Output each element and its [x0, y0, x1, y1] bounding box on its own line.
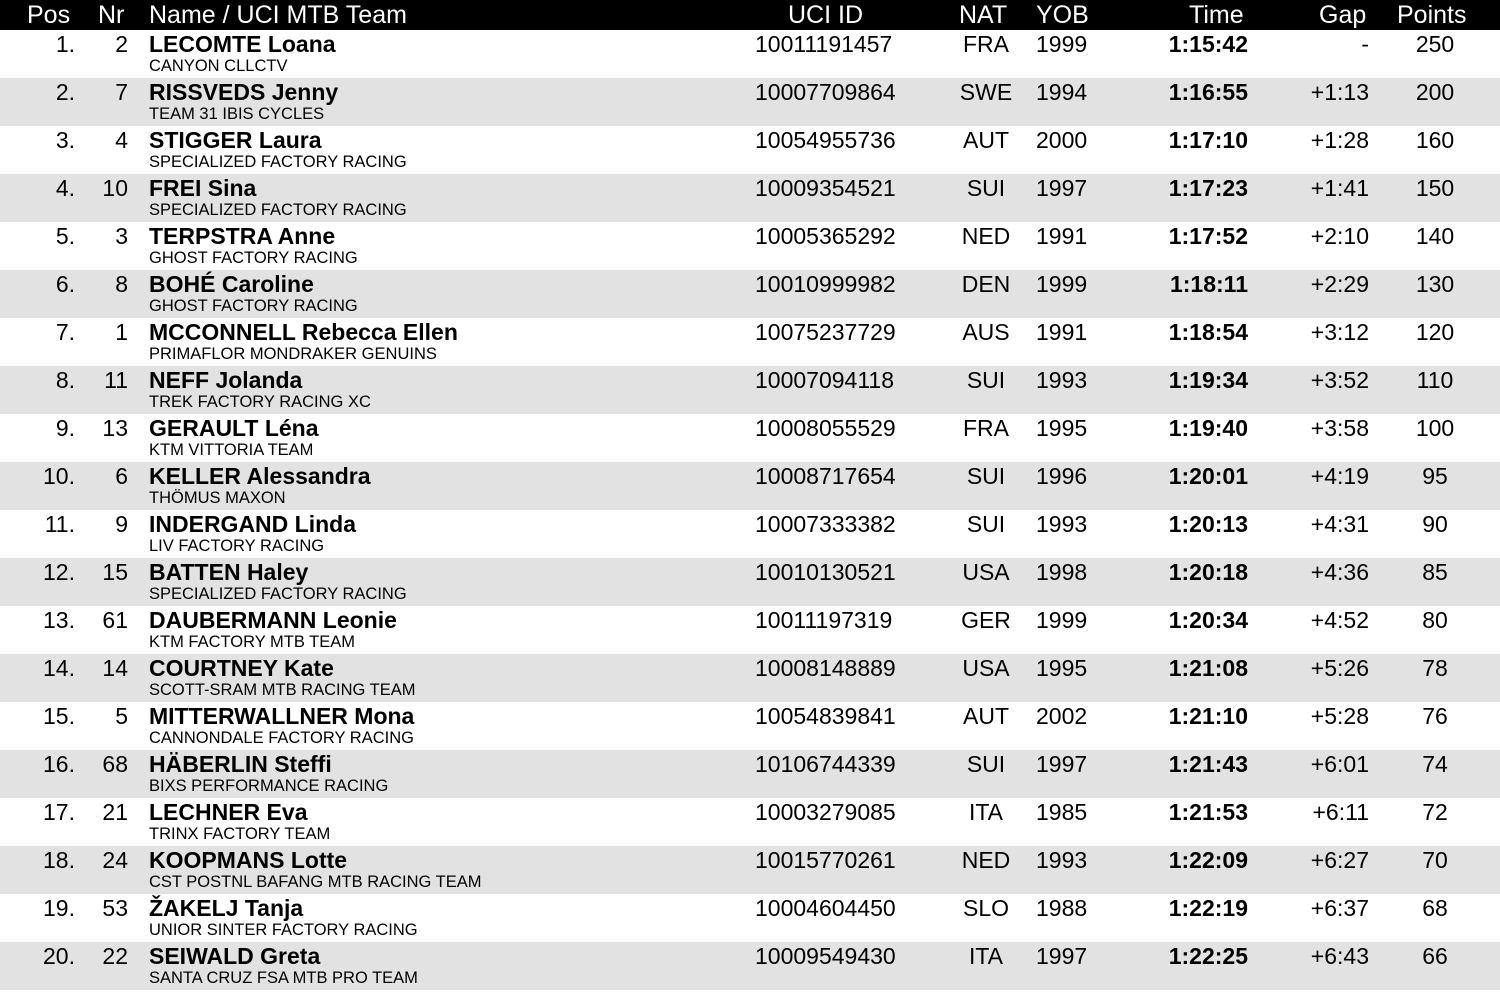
gap-cell: +6:11 — [1312, 799, 1369, 825]
table-row — [0, 414, 1500, 462]
gap-cell: +3:52 — [1310, 367, 1369, 393]
uci-id-cell: 10009549430 — [755, 943, 896, 969]
nation-cell: USA — [962, 559, 1010, 585]
table-header — [0, 0, 1500, 30]
rider-name: KOOPMANS Lotte — [149, 847, 348, 873]
year-of-birth-cell: 1997 — [1036, 175, 1088, 201]
rider-name: LECHNER Eva — [149, 799, 308, 825]
table-row — [0, 702, 1500, 750]
bib-number-cell: 5 — [115, 703, 128, 729]
rider-name: TERPSTRA Anne — [149, 223, 336, 249]
year-of-birth-cell: 1995 — [1036, 415, 1088, 441]
nation-cell: NED — [961, 847, 1011, 873]
year-of-birth-cell: 2000 — [1036, 127, 1088, 153]
table-row — [0, 846, 1500, 894]
team-name: UNIOR SINTER FACTORY RACING — [149, 921, 418, 939]
points-cell: 110 — [1416, 367, 1454, 393]
position-cell: 19. — [43, 895, 75, 921]
points-cell: 250 — [1415, 31, 1455, 57]
bib-number-cell: 24 — [102, 847, 128, 873]
nation-cell: FRA — [963, 415, 1009, 441]
year-of-birth-cell: 1985 — [1036, 799, 1088, 825]
gap-cell: +6:01 — [1310, 751, 1369, 777]
table-row — [0, 366, 1500, 414]
rider-name: MCCONNELL Rebecca Ellen — [149, 319, 458, 345]
time-cell: 1:20:18 — [1168, 559, 1248, 585]
points-cell: 70 — [1422, 847, 1448, 873]
rider-name: INDERGAND Linda — [149, 511, 356, 537]
rider-name: GERAULT Léna — [149, 415, 319, 441]
points-cell: 78 — [1422, 655, 1448, 681]
gap-cell: +4:52 — [1310, 607, 1369, 633]
year-of-birth-cell: 1988 — [1036, 895, 1088, 921]
position-cell: 5. — [55, 223, 75, 249]
uci-id-cell: 10009354521 — [755, 175, 896, 201]
nation-cell: SLO — [962, 895, 1010, 921]
table-row — [0, 606, 1500, 654]
uci-id-cell: 10003279085 — [755, 799, 896, 825]
uci-id-cell: 10010130521 — [755, 559, 896, 585]
bib-number-cell: 21 — [102, 799, 128, 825]
time-cell: 1:19:40 — [1168, 415, 1248, 441]
points-cell: 120 — [1415, 319, 1455, 345]
uci-id-cell: 10004604450 — [755, 895, 896, 921]
table-row — [0, 318, 1500, 366]
bib-number-cell: 2 — [115, 31, 128, 57]
position-cell: 6. — [55, 271, 75, 297]
rider-name: NEFF Jolanda — [149, 367, 303, 393]
team-name: GHOST FACTORY RACING — [149, 249, 358, 267]
rider-name: ŽAKELJ Tanja — [149, 895, 304, 921]
team-name: SPECIALIZED FACTORY RACING — [149, 585, 407, 603]
time-cell: 1:17:23 — [1168, 175, 1248, 201]
uci-id-cell: 10007094118 — [755, 367, 894, 393]
position-cell: 7. — [55, 319, 75, 345]
position-cell: 10. — [43, 463, 75, 489]
team-name: SCOTT-SRAM MTB RACING TEAM — [149, 681, 416, 699]
bib-number-cell: 3 — [115, 223, 128, 249]
team-name: TRINX FACTORY TEAM — [149, 825, 331, 843]
header-nat: NAT — [959, 1, 1008, 29]
gap-cell: +3:58 — [1310, 415, 1369, 441]
time-cell: 1:16:55 — [1168, 79, 1248, 105]
time-cell: 1:19:34 — [1168, 367, 1248, 393]
header-uci-id: UCI ID — [788, 1, 863, 29]
bib-number-cell: 9 — [115, 511, 128, 537]
uci-id-cell: 10054955736 — [755, 127, 896, 153]
nation-cell: USA — [962, 655, 1010, 681]
team-name: CANYON CLLCTV — [149, 57, 288, 75]
year-of-birth-cell: 1993 — [1036, 367, 1088, 393]
points-cell: 150 — [1415, 175, 1455, 201]
uci-id-cell: 10010999982 — [755, 271, 896, 297]
uci-id-cell: 10075237729 — [755, 319, 896, 345]
points-cell: 100 — [1415, 415, 1455, 441]
bib-number-cell: 13 — [102, 415, 128, 441]
year-of-birth-cell: 2002 — [1036, 703, 1088, 729]
team-name: CST POSTNL BAFANG MTB RACING TEAM — [149, 873, 482, 891]
nation-cell: AUT — [963, 703, 1009, 729]
year-of-birth-cell: 1999 — [1036, 271, 1088, 297]
gap-cell: +4:36 — [1310, 559, 1369, 585]
nation-cell: ITA — [968, 943, 1004, 969]
gap-cell: +6:37 — [1310, 895, 1369, 921]
rider-name: STIGGER Laura — [149, 127, 322, 153]
header-nr: Nr — [98, 1, 125, 29]
header-gap: Gap — [1319, 1, 1367, 29]
uci-id-cell: 10011197319 — [755, 607, 893, 633]
bib-number-cell: 1 — [115, 319, 128, 345]
time-cell: 1:20:01 — [1168, 463, 1248, 489]
rider-name: HÄBERLIN Steffi — [149, 751, 332, 777]
table-row — [0, 798, 1500, 846]
rider-name: COURTNEY Kate — [149, 655, 334, 681]
rider-name: MITTERWALLNER Mona — [149, 703, 415, 729]
team-name: TEAM 31 IBIS CYCLES — [149, 105, 325, 123]
year-of-birth-cell: 1997 — [1036, 751, 1088, 777]
position-cell: 4. — [55, 175, 75, 201]
team-name: CANNONDALE FACTORY RACING — [149, 729, 414, 747]
bib-number-cell: 10 — [102, 175, 128, 201]
position-cell: 14. — [43, 655, 75, 681]
time-cell: 1:22:09 — [1168, 847, 1248, 873]
gap-cell: +6:27 — [1310, 847, 1369, 873]
position-cell: 1. — [55, 31, 75, 57]
bib-number-cell: 14 — [102, 655, 128, 681]
year-of-birth-cell: 1994 — [1036, 79, 1088, 105]
position-cell: 18. — [43, 847, 75, 873]
team-name: TREK FACTORY RACING XC — [149, 393, 371, 411]
uci-id-cell: 10054839841 — [755, 703, 896, 729]
rider-name: SEIWALD Greta — [149, 943, 321, 969]
table-row — [0, 30, 1500, 78]
position-cell: 16. — [43, 751, 75, 777]
uci-id-cell: 10005365292 — [755, 223, 896, 249]
bib-number-cell: 53 — [102, 895, 128, 921]
gap-cell: +1:41 — [1310, 175, 1369, 201]
nation-cell: FRA — [963, 31, 1009, 57]
table-row — [0, 462, 1500, 510]
table-row — [0, 126, 1500, 174]
points-cell: 95 — [1422, 463, 1448, 489]
year-of-birth-cell: 1993 — [1036, 511, 1088, 537]
gap-cell: +4:19 — [1310, 463, 1369, 489]
position-cell: 11. — [44, 511, 75, 537]
gap-cell: +4:31 — [1310, 511, 1369, 537]
team-name: KTM FACTORY MTB TEAM — [149, 633, 355, 651]
nation-cell: GER — [961, 607, 1011, 633]
table-row — [0, 510, 1500, 558]
time-cell: 1:20:34 — [1168, 607, 1248, 633]
position-cell: 20. — [43, 943, 75, 969]
table-row — [0, 174, 1500, 222]
time-cell: 1:18:11 — [1169, 271, 1248, 297]
team-name: BIXS PERFORMANCE RACING — [149, 777, 389, 795]
year-of-birth-cell: 1996 — [1036, 463, 1088, 489]
table-row — [0, 894, 1500, 942]
nation-cell: SUI — [966, 367, 1006, 393]
table-row — [0, 750, 1500, 798]
time-cell: 1:18:54 — [1168, 319, 1248, 345]
time-cell: 1:21:08 — [1168, 655, 1248, 681]
points-cell: 160 — [1415, 127, 1455, 153]
bib-number-cell: 68 — [102, 751, 128, 777]
time-cell: 1:22:19 — [1168, 895, 1248, 921]
table-row — [0, 78, 1500, 126]
gap-cell: - — [1361, 31, 1369, 57]
gap-cell: +5:26 — [1310, 655, 1369, 681]
nation-cell: AUT — [963, 127, 1009, 153]
rider-name: BOHÉ Caroline — [149, 271, 314, 297]
bib-number-cell: 6 — [115, 463, 128, 489]
uci-id-cell: 10106744339 — [755, 751, 896, 777]
position-cell: 9. — [55, 415, 75, 441]
position-cell: 17. — [43, 799, 75, 825]
nation-cell: NED — [961, 223, 1011, 249]
time-cell: 1:20:13 — [1168, 511, 1248, 537]
gap-cell: +1:28 — [1310, 127, 1369, 153]
year-of-birth-cell: 1995 — [1036, 655, 1088, 681]
bib-number-cell: 15 — [102, 559, 128, 585]
position-cell: 15. — [43, 703, 75, 729]
rider-name: BATTEN Haley — [149, 559, 309, 585]
bib-number-cell: 8 — [115, 271, 128, 297]
year-of-birth-cell: 1997 — [1036, 943, 1088, 969]
year-of-birth-cell: 1991 — [1036, 223, 1088, 249]
gap-cell: +2:29 — [1310, 271, 1369, 297]
rider-name: LECOMTE Loana — [149, 31, 336, 57]
table-row — [0, 222, 1500, 270]
year-of-birth-cell: 1999 — [1036, 31, 1088, 57]
points-cell: 140 — [1415, 223, 1455, 249]
time-cell: 1:15:42 — [1168, 31, 1248, 57]
team-name: SANTA CRUZ FSA MTB PRO TEAM — [149, 969, 418, 987]
points-cell: 68 — [1422, 895, 1448, 921]
year-of-birth-cell: 1991 — [1036, 319, 1088, 345]
points-cell: 80 — [1422, 607, 1448, 633]
points-cell: 130 — [1415, 271, 1455, 297]
position-cell: 12. — [43, 559, 75, 585]
uci-id-cell: 10007333382 — [755, 511, 896, 537]
bib-number-cell: 4 — [115, 127, 128, 153]
year-of-birth-cell: 1998 — [1036, 559, 1088, 585]
points-cell: 76 — [1422, 703, 1448, 729]
table-row — [0, 558, 1500, 606]
team-name: KTM VITTORIA TEAM — [149, 441, 314, 459]
table-row — [0, 654, 1500, 702]
uci-id-cell: 10007709864 — [755, 79, 896, 105]
rider-name: FREI Sina — [149, 175, 257, 201]
gap-cell: +5:28 — [1310, 703, 1369, 729]
gap-cell: +3:12 — [1310, 319, 1369, 345]
points-cell: 200 — [1415, 79, 1455, 105]
gap-cell: +6:43 — [1310, 943, 1369, 969]
nation-cell: DEN — [961, 271, 1011, 297]
bib-number-cell: 22 — [102, 943, 128, 969]
points-cell: 74 — [1422, 751, 1448, 777]
time-cell: 1:21:53 — [1168, 799, 1248, 825]
nation-cell: ITA — [968, 799, 1004, 825]
team-name: SPECIALIZED FACTORY RACING — [149, 153, 407, 171]
uci-id-cell: 10008055529 — [755, 415, 896, 441]
nation-cell: AUS — [962, 319, 1010, 345]
table-row — [0, 942, 1500, 990]
uci-id-cell: 10008148889 — [755, 655, 896, 681]
points-cell: 90 — [1422, 511, 1448, 537]
nation-cell: SWE — [959, 79, 1013, 105]
nation-cell: SUI — [966, 175, 1006, 201]
header-points: Points — [1397, 1, 1467, 29]
bib-number-cell: 61 — [102, 607, 128, 633]
header-yob: YOB — [1036, 1, 1089, 29]
header-time: Time — [1189, 1, 1244, 29]
nation-cell: SUI — [966, 463, 1006, 489]
nation-cell: SUI — [966, 751, 1006, 777]
bib-number-cell: 7 — [115, 79, 128, 105]
bib-number-cell: 11 — [104, 367, 128, 393]
uci-id-cell: 10011191457 — [755, 31, 893, 57]
time-cell: 1:17:52 — [1168, 223, 1248, 249]
team-name: LIV FACTORY RACING — [149, 537, 325, 555]
table-row — [0, 270, 1500, 318]
points-cell: 85 — [1422, 559, 1448, 585]
year-of-birth-cell: 1993 — [1036, 847, 1088, 873]
team-name: THÖMUS MAXON — [149, 489, 286, 507]
position-cell: 2. — [55, 79, 75, 105]
rider-name: RISSVEDS Jenny — [149, 79, 339, 105]
team-name: SPECIALIZED FACTORY RACING — [149, 201, 407, 219]
time-cell: 1:17:10 — [1168, 127, 1248, 153]
time-cell: 1:21:10 — [1168, 703, 1248, 729]
gap-cell: +2:10 — [1310, 223, 1369, 249]
header-pos: Pos — [27, 1, 71, 29]
time-cell: 1:21:43 — [1168, 751, 1248, 777]
rider-name: KELLER Alessandra — [149, 463, 371, 489]
points-cell: 72 — [1422, 799, 1448, 825]
time-cell: 1:22:25 — [1168, 943, 1248, 969]
position-cell: 8. — [55, 367, 75, 393]
year-of-birth-cell: 1999 — [1036, 607, 1088, 633]
position-cell: 3. — [55, 127, 75, 153]
nation-cell: SUI — [966, 511, 1006, 537]
rider-name: DAUBERMANN Leonie — [149, 607, 397, 633]
team-name: GHOST FACTORY RACING — [149, 297, 358, 315]
uci-id-cell: 10008717654 — [755, 463, 896, 489]
uci-id-cell: 10015770261 — [755, 847, 896, 873]
points-cell: 66 — [1422, 943, 1448, 969]
position-cell: 13. — [43, 607, 75, 633]
header-name-team: Name / UCI MTB Team — [149, 1, 407, 29]
gap-cell: +1:13 — [1310, 79, 1369, 105]
team-name: PRIMAFLOR MONDRAKER GENUINS — [149, 345, 437, 363]
